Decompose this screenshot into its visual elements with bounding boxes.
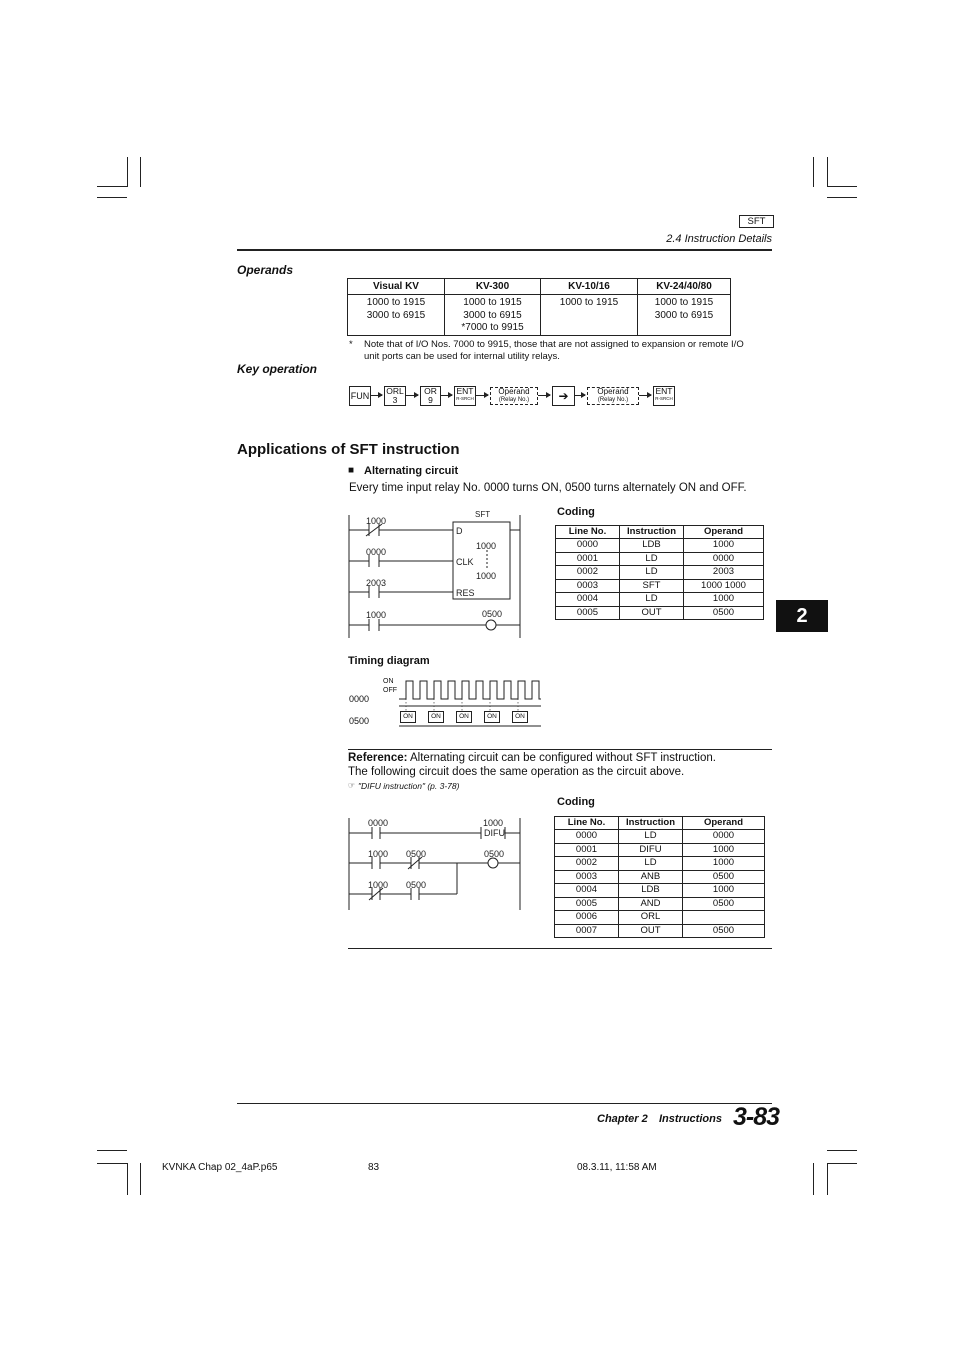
reference-prefix: Reference: bbox=[348, 752, 408, 764]
key-right-arrow: ➔ bbox=[552, 386, 575, 406]
cell-kv-24-40-80: 1000 to 1915 3000 to 6915 bbox=[638, 295, 731, 336]
table-row: 0003 ANB 0500 bbox=[555, 870, 765, 884]
pointer-icon: ☞ bbox=[348, 781, 356, 790]
contact-label: 1000 bbox=[368, 849, 389, 859]
table-row: 0007 OUT 0500 bbox=[555, 924, 765, 938]
ladder-diagram-sft bbox=[340, 505, 530, 643]
range-top: 1000 bbox=[476, 541, 497, 551]
contact-label: 2003 bbox=[366, 578, 387, 588]
key-arrow bbox=[538, 395, 550, 396]
sft-block-name: SFT bbox=[475, 510, 491, 519]
contact-label: 1000 bbox=[366, 610, 387, 620]
col-line-no: Line No. bbox=[556, 526, 620, 539]
footer-title: Instructions bbox=[659, 1113, 722, 1125]
key-fun: FUN bbox=[349, 386, 371, 406]
difu-operand: 1000 bbox=[483, 818, 504, 828]
operands-table bbox=[347, 278, 731, 336]
signal-0500-label: 0500 bbox=[349, 716, 370, 726]
ladder-diagram-difu bbox=[340, 812, 530, 916]
col-line-no: Line No. bbox=[555, 817, 619, 830]
cell-kv-10-16: 1000 to 1915 bbox=[541, 295, 638, 336]
table-row: 0005 OUT 0500 bbox=[556, 606, 764, 620]
key-arrow bbox=[575, 395, 585, 396]
footer-rule bbox=[237, 1103, 772, 1104]
difu-label: DIFU bbox=[484, 828, 505, 838]
col-operand: Operand bbox=[684, 526, 764, 539]
on-mark: ON bbox=[428, 711, 444, 723]
difu-reference-link[interactable]: "DIFU instruction" (p. 3-78) bbox=[358, 781, 460, 791]
col-kv-24-40-80: KV-24/40/80 bbox=[638, 279, 731, 295]
table-row: 0002 LD 1000 bbox=[555, 857, 765, 871]
table-row: 0005 AND 0500 bbox=[555, 897, 765, 911]
instruction-tag: SFT bbox=[739, 215, 774, 228]
print-page: 83 bbox=[368, 1162, 380, 1173]
contact-label: 0000 bbox=[368, 818, 389, 828]
coil-label: 0500 bbox=[484, 849, 505, 859]
pin-res: RES bbox=[456, 588, 475, 598]
note-line-1: Note that of I/O Nos. 7000 to 9915, those that are not assigned to expansion or remote I/O bbox=[364, 339, 744, 350]
pin-d: D bbox=[456, 526, 463, 536]
table-row: 0006 ORL bbox=[555, 911, 765, 925]
table-row: 0002 LD 2003 bbox=[556, 566, 764, 580]
key-operation-heading: Key operation bbox=[237, 362, 318, 376]
table-row: 0004 LDB 1000 bbox=[555, 884, 765, 898]
contact-label: 0000 bbox=[366, 547, 387, 557]
bullet-square: ■ bbox=[348, 465, 355, 476]
table-row: 0000 LDB 1000 bbox=[556, 539, 764, 553]
coil-label: 0500 bbox=[482, 609, 503, 619]
col-operand: Operand bbox=[683, 817, 765, 830]
level-off: OFF bbox=[383, 687, 397, 694]
print-date: 08.3.11, 11:58 AM bbox=[577, 1162, 657, 1173]
on-mark: ON bbox=[484, 711, 500, 723]
on-mark: ON bbox=[456, 711, 472, 723]
range-bottom: 1000 bbox=[476, 571, 497, 581]
key-arrow bbox=[406, 395, 418, 396]
pin-clk: CLK bbox=[456, 557, 474, 567]
reference-text-2: The following circuit does the same operation as the circuit above. bbox=[348, 766, 685, 778]
alternating-circuit-heading: Alternating circuit bbox=[364, 465, 459, 477]
coding1-label: Coding bbox=[557, 506, 595, 518]
key-arrow bbox=[476, 395, 488, 396]
reference-bottom-rule bbox=[348, 948, 772, 949]
on-mark: ON bbox=[512, 711, 528, 723]
key-or-9: OR 9 bbox=[420, 386, 441, 406]
operands-heading: Operands bbox=[237, 263, 294, 277]
alternating-description: Every time input relay No. 0000 turns ON, 0500 turns alternately ON and OFF. bbox=[349, 482, 747, 494]
footer-chapter: Chapter 2 bbox=[597, 1113, 648, 1125]
table-row: 0004 LD 1000 bbox=[556, 593, 764, 607]
table-row: 0001 DIFU 1000 bbox=[555, 843, 765, 857]
contact-label: 1000 bbox=[368, 880, 389, 890]
col-instruction: Instruction bbox=[620, 526, 684, 539]
table-row: 0003 SFT 1000 1000 bbox=[556, 579, 764, 593]
col-kv-300: KV-300 bbox=[445, 279, 541, 295]
key-arrow bbox=[441, 395, 452, 396]
coding1-table bbox=[555, 525, 764, 620]
contact-label: 0500 bbox=[406, 849, 427, 859]
key-arrow bbox=[371, 395, 382, 396]
print-file: KVNKA Chap 02_4aP.p65 bbox=[162, 1162, 278, 1173]
signal-0000-label: 0000 bbox=[349, 694, 370, 704]
on-mark: ON bbox=[400, 711, 416, 723]
coding2-table bbox=[554, 816, 765, 938]
table-row: 0000 LD 0000 bbox=[555, 830, 765, 844]
key-operand: Operand (Relay No.) bbox=[490, 387, 538, 405]
chapter-tab: 2 bbox=[776, 600, 828, 632]
key-orl-3: ORL 3 bbox=[384, 386, 406, 406]
contact-label: 0500 bbox=[406, 880, 427, 890]
key-ent: ENT R-SRCH bbox=[653, 386, 675, 406]
timing-diagram-label: Timing diagram bbox=[348, 655, 430, 667]
applications-title: Applications of SFT instruction bbox=[237, 441, 460, 458]
note-line-2: unit ports can be used for internal utility relays. bbox=[364, 351, 560, 362]
coding2-label: Coding bbox=[557, 796, 595, 808]
level-on: ON bbox=[383, 678, 394, 685]
table-row: 0001 LD 0000 bbox=[556, 552, 764, 566]
header-rule bbox=[237, 249, 772, 251]
col-visual-kv: Visual KV bbox=[348, 279, 445, 295]
page-number: 3-83 bbox=[733, 1103, 780, 1131]
cell-visual-kv: 1000 to 1915 3000 to 6915 bbox=[348, 295, 445, 336]
key-operand: Operand (Relay No.) bbox=[587, 387, 639, 405]
note-star: * bbox=[349, 339, 353, 350]
reference-top-rule bbox=[348, 749, 772, 750]
key-arrow bbox=[639, 395, 651, 396]
key-ent: ENT R-SRCH bbox=[454, 386, 476, 406]
section-title: 2.4 Instruction Details bbox=[666, 233, 772, 245]
cell-kv-300: 1000 to 1915 3000 to 6915 *7000 to 9915 bbox=[445, 295, 541, 336]
col-instruction: Instruction bbox=[619, 817, 683, 830]
contact-label: 1000 bbox=[366, 516, 387, 526]
col-kv-10-16: KV-10/16 bbox=[541, 279, 638, 295]
reference-text-1: Alternating circuit can be configured without SFT instruction. bbox=[410, 752, 716, 764]
